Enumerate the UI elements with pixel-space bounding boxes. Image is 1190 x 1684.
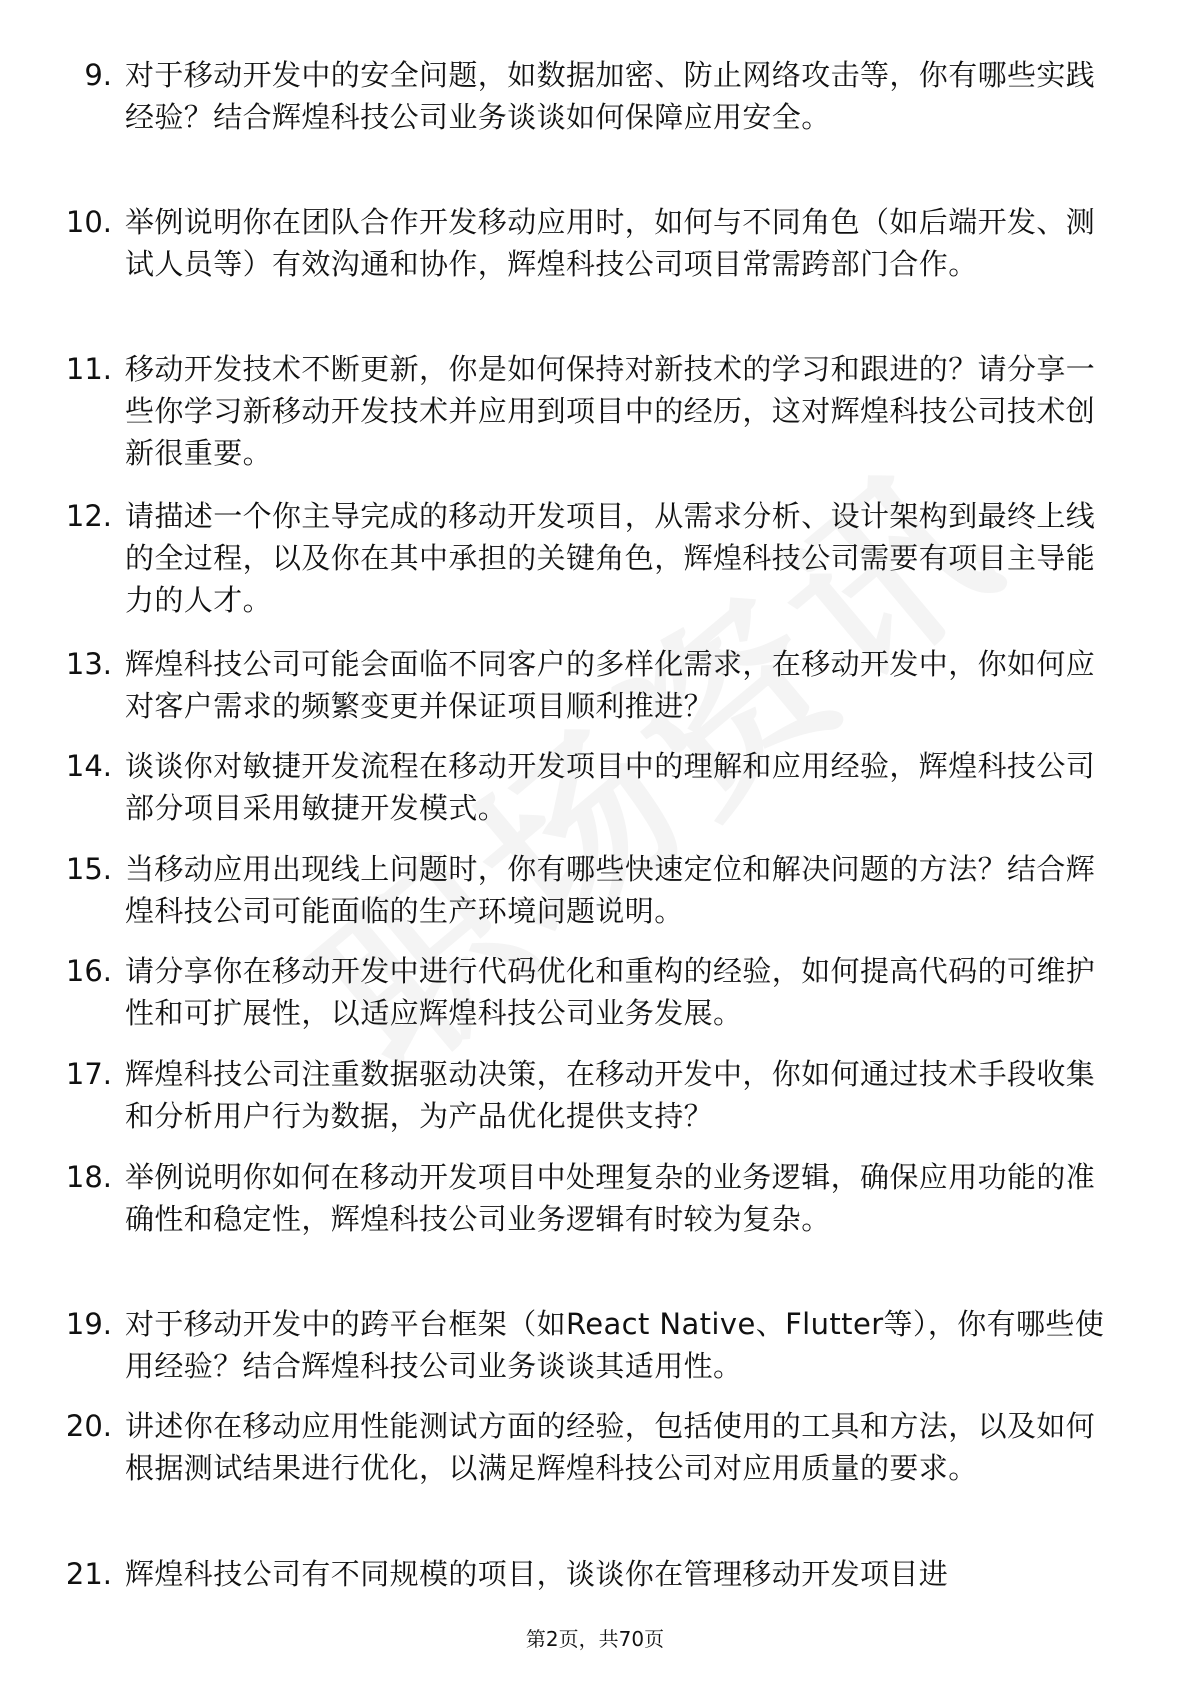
question-text: 移动开发技术不断更新，你是如何保持对新技术的学习和跟进的？请分享一些你学习新移动开发技术并应用到项目中的经历，这对辉煌科技公司技术创新很重要。	[125, 352, 1096, 470]
question-number: 20.	[65, 1409, 112, 1443]
question-number: 9.	[84, 58, 112, 92]
question-text: 辉煌科技公司注重数据驱动决策，在移动开发中，你如何通过技术手段收集和分析用户行为数据，为产品优化提供支持？	[125, 1057, 1096, 1133]
question-text: 辉煌科技公司有不同规模的项目，谈谈你在管理移动开发项目进	[125, 1557, 949, 1591]
question-text: 讲述你在移动应用性能测试方面的经验，包括使用的工具和方法，以及如何根据测试结果进行优化，以满足辉煌科技公司对应用质量的要求。	[125, 1409, 1096, 1485]
question-number: 16.	[65, 954, 112, 988]
question-number: 13.	[65, 647, 112, 681]
page-number-label: 第2页，共70页	[525, 1627, 665, 1651]
question-text: 辉煌科技公司可能会面临不同客户的多样化需求，在移动开发中，你如何应对客户需求的频繁变更并保证项目顺利推进？	[125, 647, 1096, 723]
question-number: 14.	[65, 749, 112, 783]
page-footer	[0, 1626, 1190, 1652]
question-number: 21.	[65, 1557, 112, 1591]
question-number: 10.	[65, 205, 112, 239]
question-text: 举例说明你在团队合作开发移动应用时，如何与不同角色（如后端开发、测试人员等）有效沟通和协作，辉煌科技公司项目常需跨部门合作。	[125, 205, 1096, 281]
question-text: 对于移动开发中的跨平台框架（如React Native、Flutter等），你有哪些使用经验？结合辉煌科技公司业务谈谈其适用性。	[125, 1307, 1105, 1383]
question-number: 12.	[65, 499, 112, 533]
question-text: 请分享你在移动开发中进行代码优化和重构的经验，如何提高代码的可维护性和可扩展性，以适应辉煌科技公司业务发展。	[125, 954, 1096, 1030]
question-text: 举例说明你如何在移动开发项目中处理复杂的业务逻辑，确保应用功能的准确性和稳定性，辉煌科技公司业务逻辑有时较为复杂。	[125, 1160, 1096, 1236]
question-number: 18.	[65, 1160, 112, 1194]
question-text: 请描述一个你主导完成的移动开发项目，从需求分析、设计架构到最终上线的全过程，以及你在其中承担的关键角色，辉煌科技公司需要有项目主导能力的人才。	[125, 499, 1096, 617]
question-number: 11.	[65, 352, 112, 386]
question-text: 谈谈你对敏捷开发流程在移动开发项目中的理解和应用经验，辉煌科技公司部分项目采用敏捷开发模式。	[125, 749, 1096, 825]
question-text: 当移动应用出现线上问题时，你有哪些快速定位和解决问题的方法？结合辉煌科技公司可能面临的生产环境问题说明。	[125, 852, 1096, 928]
question-text: 对于移动开发中的安全问题，如数据加密、防止网络攻击等，你有哪些实践经验？结合辉煌科技公司业务谈谈如何保障应用安全。	[125, 58, 1096, 134]
question-number: 15.	[65, 852, 112, 886]
question-number: 17.	[65, 1057, 112, 1091]
question-number: 19.	[65, 1307, 112, 1341]
